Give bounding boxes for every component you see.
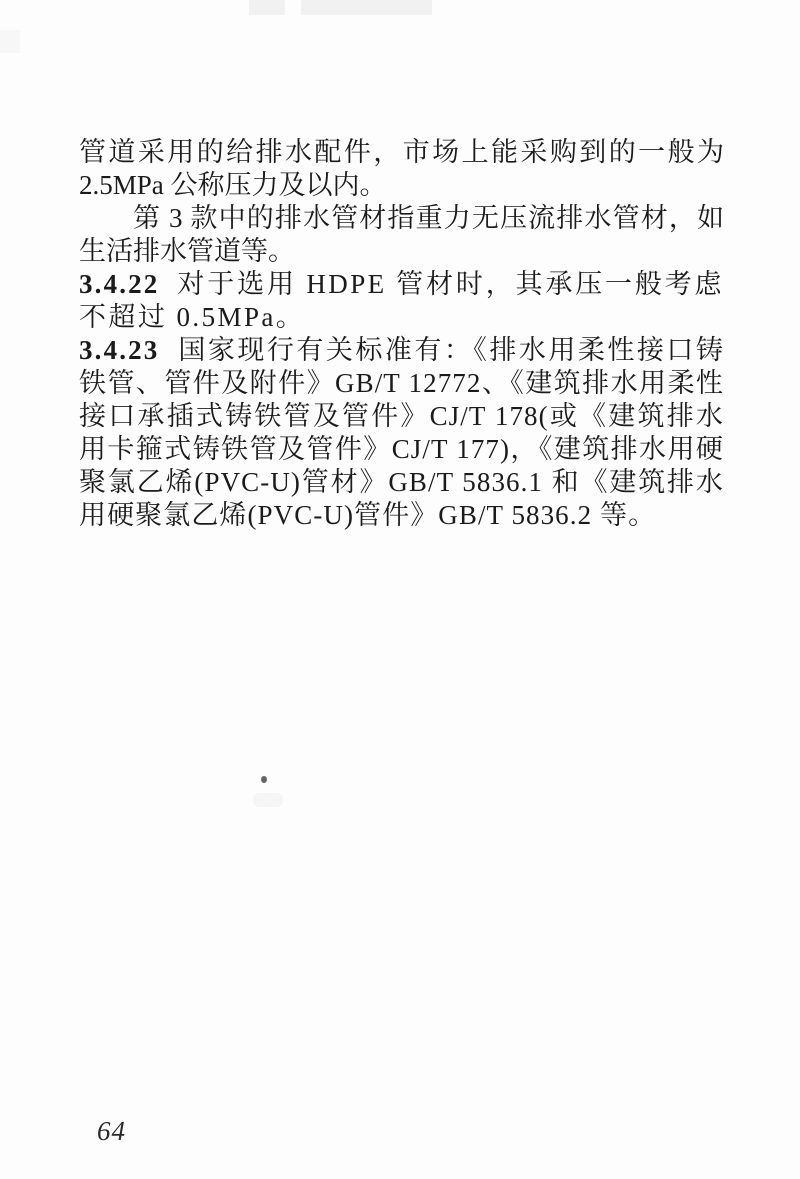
page-number: 64 (97, 1116, 126, 1146)
section-text: 对于选用 HDPE 管材时，其承压一般考虑不超过 0.5MPa。 (79, 269, 724, 332)
section-3-4-23 (79, 334, 724, 532)
section-3-4-22 (79, 268, 724, 334)
scan-artifact-bar (249, 0, 285, 15)
scan-artifact-corner (0, 30, 20, 53)
ink-smudge-artifact (253, 793, 283, 807)
scan-artifact-bar (301, 0, 432, 15)
paragraph-gravity-drainage: 第 3 款中的排水管材指重力无压流排水管材，如生活排水管道等。 (79, 203, 724, 266)
section-text: 国家现行有关标准有：《排水用柔性接口铸铁管、管件及附件》GB/T 12772、《建筑排水用柔性接口承插式铸铁管及管件》CJ/T 178(或《建筑排水用卡箍式铸铁管及管件》CJ/T 177)，《建筑排水用硬聚氯乙烯(PVC-U)管材》GB/T 5836.1 和《建筑排水用硬聚氯乙烯(PVC-U)管件》GB/T 5836.2 等。 (79, 335, 724, 530)
section-number: 3.4.22 (79, 269, 160, 299)
page-body-text (79, 136, 724, 532)
ink-speck-artifact (261, 776, 267, 783)
paragraph-pipe-fittings: 管道采用的给排水配件，市场上能采购到的一般为 2.5MPa 公称压力及以内。 (79, 137, 724, 200)
section-number: 3.4.23 (79, 335, 160, 365)
